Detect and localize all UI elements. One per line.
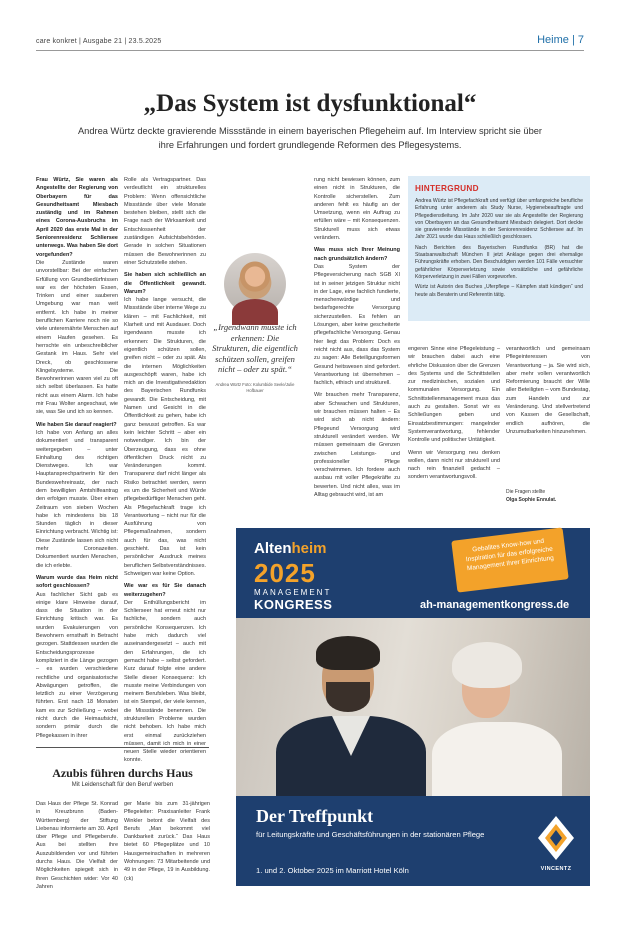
congress-advertisement[interactable] — [236, 528, 590, 886]
sidebar-subline: Mit Leidenschaft für den Beruf werben — [71, 782, 174, 788]
interview-answer: Rolle als Vertragspartner. Das verdeutlicht ein strukturelles Problem: Wenn offensichtliche Missstände über viele Monate bestehen bleiben, stellt sich die Frage nach der Wirksamkeit und Entschlossenheit der zuständigen Aufsichtsbehörden. Gerade in solchen Situationen müssen die Bewohnerinnen zu einer Schutzstelle stehen. — [124, 177, 206, 266]
interview-question: Warum wurde das Heim nicht sofort geschlossen? — [36, 574, 118, 590]
article-column-3 — [314, 176, 400, 516]
pull-quote: „Irgendwann musste ich erkennen: Die Strukturen, die eigentlich schützen sollen, greifen nicht – oder zu spät.“ — [212, 322, 298, 374]
article-headline: „Das System ist dysfunktional“ — [143, 90, 477, 117]
interview-answer: Wenn wir Versorgung neu denken wollen, dann nicht nur strukturell und nach rein finanziell gedacht – sondern verantwortungsvoll. — [408, 449, 500, 481]
ad-photo — [236, 618, 590, 796]
ad-brand-line3: KONGRESS — [254, 597, 333, 612]
interview-answer: Der Enthüllungsbericht im Schlierseer hat erneut nicht nur fachliche, sondern auch persönliche Konsequenzen. Ich habe mich dadurch viel auseinandergesetzt – auch mit den Erfahrungen, die ich gemacht habe – selbst gefordert. Kurz darauf folgte eine andere Stelle dieser Konsequenz: Ich musste meine Verbindungen von meinem Berufsleben. Was bleibt, ist ein Stempel, der viele kennen, die Missstände benennen. Die strukturellen Probleme wurden nicht behoben. Ich habe mich erst einmal zurückziehen müssen, damit ich mich in einer neuen Stelle wieder orientieren konnte. — [124, 599, 206, 764]
woman-hair — [452, 642, 522, 688]
author-portrait — [224, 253, 286, 315]
infobox-title: HINTERGRUND — [415, 184, 479, 193]
article-column-2 — [124, 176, 206, 764]
page-number: 7 — [577, 34, 584, 46]
interview-question: Wie haben Sie darauf reagiert? — [36, 421, 117, 428]
sidebar-column-1: Das Haus der Pflege St. Konrad in Kreuzbrunn (Baden-Württemberg) der Stiftung Liebenau informierte am 30. April über Pflege und Pflegeberufe. Aus bei stellten ihre Auszubildenden vor und führten durchs Haus. Die Vielfalt der Möglichkeiten spiegelt sich in ihren Geschichten wider: Vor 40 Jahren — [36, 801, 118, 890]
ad-brand-part2: heim — [291, 540, 327, 557]
sidebar-headline: Azubis führen durchs Haus — [52, 766, 193, 780]
background-infobox — [408, 176, 590, 321]
issue-info: care konkret | Ausgabe 21 | 23.5.2025 — [36, 38, 162, 45]
header-rule — [36, 50, 584, 51]
interview-answer: Ich habe lange versucht, die Missstände über interne Wege zu klären – mit Fachlichkeit, mit Klarheit und mit Ausdauer. Doch irgendwann musste ich erkennen: Die Strukturen, die eigentlich schützen sollen, greifen nicht – oder zu spät. Als die internen Möglichkeiten ausgeschöpft waren, habe ich mich an die Investigativredaktion des Bayerischen Rundfunks gewandt. Die Entscheidung, mit Namen und Gesicht in die Öffentlichkeit zu gehen, habe ich ganz bewusst getroffen. Es war kein leichter Schritt – aber ein notwendiger. Ich bin der Überzeugung, dass es ohne öffentlichen Druck nicht zu Veränderungen kommt. Transparenz darf nicht länger als Risiko betrachtet werden, wenn es um die Sicherheit und Würde pflegebedürftiger Menschen geht. Als Pflegefachkraft trage ich Verantwortung – nicht nur für die Ausführung von Pflegemaßnahmen, sondern auch für das, was nicht geschieht. Das ist kein persönlicher Ausdruck meines beruflichen Selbstverständnisses. Schweigen war keine Option. — [124, 297, 206, 577]
ad-brand-line2: MANAGEMENT — [254, 588, 332, 597]
signature-line: Die Fragen stellte — [506, 489, 546, 495]
section-name: Heime — [537, 34, 569, 46]
interview-question: Wie war es für Sie danach weiterzugehen? — [124, 583, 206, 598]
interview-answer: Das System der Pflegeversicherung nach SGB XI ist in seiner jetzigen Struktur nicht in der Lage, eine fachlich fundierte, menschenwürdige und bedarfsgerechte Versorgung sicherzustellen. Es fehlen an Lösungen, aber keine gescheiterte pflegefachliche Versorgung. Genau hier liegt das Problem: Doch es reicht nicht aus, dass das System zu sagen: Alle Beteiligungsformen Gesund heitswesen sind gefordert. Verantwortung ist übernehmen – fachlich, ethisch und strukturell. — [314, 263, 400, 387]
ad-header — [236, 528, 590, 618]
interview-answer: rung nicht bewiesen können, zum einen nicht in Strukturen, die Kontrolle sicherstellen. Zum anderen fehlt es häufig an der Umsetzung, wenn ein Auftrag zu erfüllen wäre – mit Konsequenzen. Strukturell muss sich etwas verändern. — [314, 177, 400, 242]
interview-answer: Aus fachlicher Sicht gab es einige klare Hinweise darauf, dass die Situation in der Einrichtung kritisch war. Es wurden Evakuierungen von Bewohnern ernsthaft in Betracht gezogen. Stattdessen wurden die Entscheidungsprozesse kompliziert in die Länge gezogen – es wurden verschiedene rechtliche und organisatorische Abwägungen getroffen, die letztlich zu einer Verzögerung führten. Erst nach 18 Monaten kam es zur Schließung – wobei nicht durch die Heimaufsicht, sondern primär durch die Pflegekassen in ihrer — [36, 591, 118, 739]
article-column-1 — [36, 176, 118, 744]
ad-year: 2025 — [254, 558, 316, 588]
interview-answer: engeren Sinne eine Pflegeleistung – wir brauchen dabei auch eine ehrliche Diskussion über die Grenzen des Systems und die Schnittstellen zur medizinischen, sozialen und kommunalen Versorgung. Ein Schnittstellenmanagement muss das auch zu gestalten. Sonst wir es Schließungen geben und Einsatzbestimmungen: mangelnder Systemverantwortung, fehlender Kontrolle und politischer Untätigkeit. — [408, 346, 500, 444]
infobox-paragraph: Nach Berichten des Bayerischen Rundfunks (BR) hat die Staatsanwaltschaft München II jetzt Anklage gegen drei ehemalige Führungskräfte erhoben. Den Beschuldigten werden 101 Fälle versuchter gefährlicher Körperverletzung sowie vorsätzliche und gefährliche Körperverletzung in zwei Fällen vorgeworfen. — [415, 244, 583, 280]
infobox-paragraph: Würtz ist Autorin des Buches „Uferpflege – Kämpfen statt kündigen“ und heute als Beraterin und Referentin tätig. — [415, 284, 583, 298]
ad-logo-text: VINCENTZ — [540, 866, 572, 872]
man-beard — [326, 682, 370, 712]
interview-answer: verantwortlich und gemeinsam Pflegeinteressen von Verantwortung – ja. Sie wird sich, aber mehr vollen verantwortlich Reformierung braucht der Wille aller Beteiligten – vom Bundestag, zum Handeln und zur Veränderung. Und stellvertretend von Kassen die Gesellschaft, endlich aufhören, die Unzumutbarkeiten hinzunehmen. — [506, 346, 590, 435]
article-column-4 — [408, 345, 500, 520]
man-hair — [316, 636, 380, 670]
sidebar-column-2: ger Marie bis zum 31-jährigen Pflegeleiter: Praxisanleiter Frank Winkler betont die Vielfalt des Berufs „Man bekommt viel Dankbarkeit zurück.“ Das Haus bietet 60 Pflegeplätze und 10 Hausgemeinschaften in mehreren Wohnungen: 73 Mitarbeitende und 49 in der Pflege, 19 in Ausbildung. (ck) — [124, 801, 210, 882]
interview-question: Sie haben sich schließlich an die Öffentlichkeit gewandt. Warum? — [124, 272, 206, 295]
infobox-paragraph: Andrea Würtz ist Pflegefachkraft und verfügt über umfangreiche berufliche Erfahrung unter anderem als Study Nurse, Hygienebeauftragte und Pflegedienstleitung. Im Jahr 2020 war sie als Angestellte der Regierung von Oberbayern an das Gesundheitsamt Miesbach delegiert. Dort deckte sie gravierende Missstände in der Seniorenresidenz Schliersee auf. Im Jahr 2021 wurde das Haus schließlich geschlossen. — [415, 198, 583, 241]
ad-brand-part1: Alten — [254, 540, 292, 557]
ad-badge: Geballtes Know-how und Inspiration für das erfolgreiche Management Ihrer Einrichtung — [451, 527, 569, 592]
signature-name: Olga Sophie Ennulat. — [506, 497, 557, 503]
interview-signature — [506, 488, 590, 504]
article-column-5 — [506, 345, 590, 485]
sidebar-divider — [36, 747, 209, 748]
ad-subtitle: für Leitungskräfte und Geschäftsführungen in der stationären Pflege — [256, 830, 485, 839]
vincentz-logo-icon — [536, 814, 576, 864]
interview-answer: Wir brauchen mehr Transparenz, aber Schwachen und Strukturen, wir brauchen müssen halten – Es wird sich ab nicht ändern: Pflegeund Versorgung wird strukturell verändert werden. Wir müssen gemeinsam die Grenzen zwischen Leistungs- und professioneller Pflege verschwimmen. Ich fordere auch ausbau mit voller Pflegekräfte zu bewerten. Und nicht alles, was im Alltag gebraucht wird, ist am — [314, 392, 400, 498]
ad-footer — [236, 796, 590, 886]
ad-title: Der Treffpunkt — [256, 806, 374, 826]
article-dek: Andrea Würtz deckte gravierende Missstände in einem bayerischen Pflegeheim auf. Im Interview spricht sie über ihre Erfahrungen und fordert grundlegende Reformen des Pflegesystems. — [77, 126, 543, 150]
woman-figure — [432, 722, 562, 802]
interview-question: Frau Würtz, Sie waren als Angestellte der Regierung von Oberbayern für das Gesundheitsamt Miesbach zuständig und im Rahmen eines Corona-Ausbruchs im April 2020 das erste Mal in der Seniorenresidenz Schliersee unterwegs. Was haben Sie dort vorgefunden? — [36, 177, 118, 258]
ad-url-link[interactable]: ah-managementkongress.de — [420, 599, 570, 611]
interview-answer: Die Zustände waren unvorstellbar: Bei der einfachen Erfüllung von Grundbedürfnissen war es der höchsten Essen, Trinken und einer sauberen Umgebung war man weit entfernt. Ich habe in meiner beruflichen Karriere noch nie so viele unterernährte Menschen auf einem Haufen gesehen. Es herrschte ein unbeschreiblicher Gestank im Haus. Sehr viel Dreck, ob geschlossene Klingelsysteme. Die Bewohnerinnen waren viel zu oft sich selbst überlassen. Es hatte nicht aus einem Alarm. Ich habe mir Frau Wolter angeschaut, wie sie, was Sie und ich so kennen. — [36, 259, 118, 416]
ad-date: 1. und 2. Oktober 2025 im Marriott Hotel Köln — [256, 866, 409, 875]
photo-credit: Andrea Würtz Foto: Kolumbide Seele/Julie Hofbauer — [215, 382, 295, 393]
ad-brand-name — [254, 540, 327, 557]
interview-answer: Ich habe von Anfang an alles dokumentiert und transparent weitergegeben – unter Einhaltung des richtigen Dienstweges. Ich war Hauptansprechpartnerin für den Bundeswehreinsatz, der nach dem bewilligten Amtshilfeantrag den erfolgen musste. Über einen Zeitraum von sieben Wochen habe ich mindestens bis 18 Stunden täglich in dieser Einrichtung verbracht. Wichtig ist: Diese Zustände lassen sich nicht mehr Coronazeiten. Dokumentiert wurden Menschen, die ich erlebte. — [36, 429, 118, 569]
page-marker: Heime | 7 — [537, 34, 584, 46]
interview-question: Was muss sich Ihrer Meinung nach grundsätzlich ändern? — [314, 247, 400, 262]
